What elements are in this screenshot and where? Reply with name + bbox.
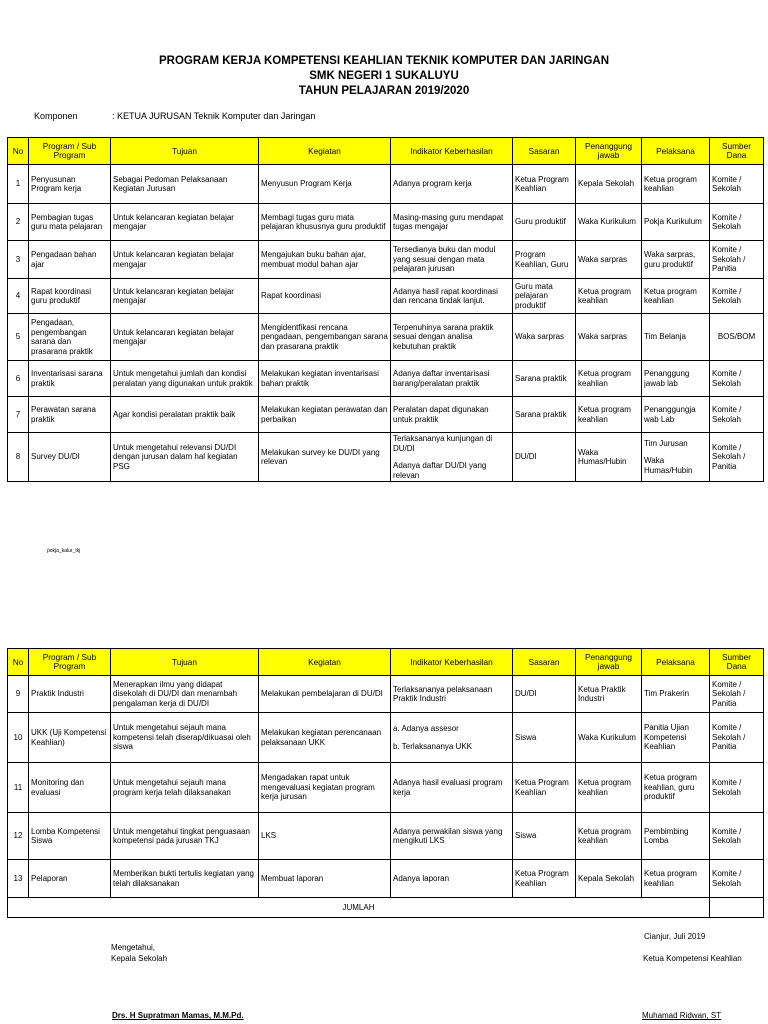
cell-program: Pengadaan bahan ajar <box>29 241 111 279</box>
jumlah-row <box>8 898 764 918</box>
cell-penanggung-jawab: Ketua program keahlian <box>576 763 642 813</box>
document-title <box>0 54 768 99</box>
cell-sumber-dana: Komite / Sekolah <box>710 279 764 314</box>
cell-penanggung-jawab: Waka Humas/Hubin <box>576 433 642 482</box>
col-header-kegiatan: Kegiatan <box>259 649 391 676</box>
cell-tujuan: Menerapkan ilmu yang didapat disekolah di DU/DI dan menambah pengalaman kerja di DU/DI <box>111 676 259 713</box>
cell-pelaksana <box>642 433 710 482</box>
table-row <box>8 279 764 314</box>
pokja-note: pokja_kalur_tkj <box>47 548 81 554</box>
cell-no: 11 <box>8 763 29 813</box>
cell-sasaran: Guru produktif <box>513 204 576 241</box>
cell-sumber-dana: Komite / Sekolah / Panitia <box>710 676 764 713</box>
table-row <box>8 433 764 482</box>
cell-program: Penyusunan Program kerja <box>29 165 111 204</box>
cell-sasaran: Sarana praktik <box>513 397 576 433</box>
cell-sumber-dana: BOS/BOM <box>710 314 764 361</box>
cell-indikator: Adanya laporan <box>391 860 513 898</box>
title-line-1: PROGRAM KERJA KOMPETENSI KEAHLIAN TEKNIK KOMPUTER DAN JARINGAN <box>158 55 609 67</box>
cell-penanggung-jawab: Waka sarpras <box>576 241 642 279</box>
cell-kegiatan: LKS <box>259 813 391 860</box>
jumlah-value <box>710 898 764 918</box>
cell-pelaksana: Tim Belanja <box>642 314 710 361</box>
cell-no: 7 <box>8 397 29 433</box>
cell-sasaran: Waka sarpras <box>513 314 576 361</box>
cell-kegiatan: Melakukan kegiatan perawatan dan perbaikan <box>259 397 391 433</box>
program-table-1 <box>7 137 764 482</box>
cell-tujuan: Untuk kelancaran kegiatan belajar mengajar <box>111 314 259 361</box>
cell-kegiatan: Melakukan pembelajaran di DU/DI <box>259 676 391 713</box>
cell-kegiatan: Menyusun Program Kerja <box>259 165 391 204</box>
cell-kegiatan: Rapat koordinasi <box>259 279 391 314</box>
cell-program: Pengadaan, pengembangan sarana dan prasarana praktik <box>29 314 111 361</box>
title-line-3: TAHUN PELAJARAN 2019/2020 <box>298 85 470 97</box>
program-table-2 <box>7 648 764 918</box>
cell-sasaran: Ketua Program Keahlian <box>513 763 576 813</box>
signature-left-line-1: Mengetahui, <box>111 943 156 952</box>
cell-program: Pelaporan <box>29 860 111 898</box>
cell-kegiatan: Melakukan kegiatan inventarisasi bahan praktik <box>259 361 391 397</box>
cell-tujuan: Untuk mengetahui sejauh mana kompetensi telah diserap/dikuasai oleh siswa <box>111 713 259 763</box>
cell-pelaksana: Ketua program keahlian <box>642 165 710 204</box>
col-header-no: No <box>8 649 29 676</box>
cell-tujuan: Untuk kelancaran kegiatan belajar mengajar <box>111 241 259 279</box>
cell-no: 10 <box>8 713 29 763</box>
cell-no: 1 <box>8 165 29 204</box>
cell-indikator: Adanya perwakilan siswa yang mengikuti LKS <box>391 813 513 860</box>
signature-right-title: Ketua Kompetensi Keahlian <box>643 954 742 963</box>
cell-tujuan: Untuk mengetahui sejauh mana program kerja telah dilaksanakan <box>111 763 259 813</box>
cell-sumber-dana: Komite / Sekolah <box>710 204 764 241</box>
cell-penanggung-jawab: Ketua Praktik Industri <box>576 676 642 713</box>
cell-kegiatan: Membagi tugas guru mata pelajaran khususnya guru produktif <box>259 204 391 241</box>
col-header-indikator: Indikator Keberhasilan <box>391 138 513 165</box>
cell-no: 8 <box>8 433 29 482</box>
cell-no: 3 <box>8 241 29 279</box>
cell-pelaksana: Pembimbing Lomba <box>642 813 710 860</box>
table-row <box>8 676 764 713</box>
cell-penanggung-jawab: Ketua program keahlian <box>576 813 642 860</box>
cell-no: 9 <box>8 676 29 713</box>
table-row <box>8 860 764 898</box>
cell-program: Pembagian tugas guru mata pelajaran <box>29 204 111 241</box>
cell-penanggung-jawab: Waka sarpras <box>576 314 642 361</box>
cell-sasaran: DU/DI <box>513 433 576 482</box>
indikator-line: Terlaksananya kunjungan di DU/DI <box>393 434 493 453</box>
cell-kegiatan: Melakukan survey ke DU/DI yang relevan <box>259 433 391 482</box>
cell-sasaran: Program Keahlian, Guru <box>513 241 576 279</box>
cell-sumber-dana: Komite / Sekolah <box>710 860 764 898</box>
komponen-value: : KETUA JURUSAN Teknik Komputer dan Jaringan <box>112 111 316 121</box>
col-header-sumber-dana: Sumber Dana <box>710 649 764 676</box>
table-row <box>8 241 764 279</box>
title-line-2: SMK NEGERI 1 SUKALUYU <box>309 70 459 82</box>
cell-sasaran: Ketua Program Keahlian <box>513 165 576 204</box>
indikator-line: b. Terlaksananya UKK <box>393 741 473 751</box>
cell-pelaksana: Tim Prakerin <box>642 676 710 713</box>
col-header-sasaran: Sasaran <box>513 138 576 165</box>
cell-sumber-dana: Komite / Sekolah <box>710 397 764 433</box>
signature-left-name: Drs. H Supratman Mamas, M.M.Pd. <box>112 1011 244 1020</box>
cell-sasaran: Siswa <box>513 713 576 763</box>
cell-tujuan: Untuk mengetahui relevansi DU/DI dengan jurusan dalam hal kegiatan PSG <box>111 433 259 482</box>
cell-tujuan: Untuk mengetahui jumlah dan kondisi peralatan yang digunakan untuk praktik <box>111 361 259 397</box>
cell-tujuan: Untuk kelancaran kegiatan belajar mengajar <box>111 204 259 241</box>
cell-pelaksana: Waka sarpras, guru produktif <box>642 241 710 279</box>
col-header-penanggung-jawab: Penanggung jawab <box>576 649 642 676</box>
cell-kegiatan: Mengajukan buku bahan ajar, membuat modul bahan ajar <box>259 241 391 279</box>
table-row <box>8 397 764 433</box>
cell-sasaran: DU/DI <box>513 676 576 713</box>
cell-penanggung-jawab: Waka Kurikulum <box>576 204 642 241</box>
pelaksana-line: Waka Humas/Hubin <box>644 456 693 475</box>
cell-sasaran: Ketua Program Keahlian <box>513 860 576 898</box>
table-row <box>8 204 764 241</box>
table-header-row <box>8 138 764 165</box>
indikator-line: Adanya daftar DU/DI yang relevan <box>393 461 487 480</box>
col-header-sasaran: Sasaran <box>513 649 576 676</box>
cell-penanggung-jawab: Ketua program keahlian <box>576 361 642 397</box>
table-row <box>8 165 764 204</box>
place-date: Cianjur, Juli 2019 <box>644 932 706 941</box>
cell-indikator: Adanya daftar inventarisasi barang/peralatan praktik <box>391 361 513 397</box>
cell-sasaran: Siswa <box>513 813 576 860</box>
cell-kegiatan: Mengadakan rapat untuk mengevaluasi kegiatan program kerja jurusan <box>259 763 391 813</box>
cell-no: 2 <box>8 204 29 241</box>
cell-sumber-dana: Komite / Sekolah / Panitia <box>710 713 764 763</box>
col-header-penanggung-jawab: Penanggung jawab <box>576 138 642 165</box>
cell-no: 13 <box>8 860 29 898</box>
cell-program: UKK (Uji Kompetensi Keahlian) <box>29 713 111 763</box>
cell-program: Inventarisasi sarana praktik <box>29 361 111 397</box>
komponen-row <box>34 111 316 121</box>
cell-tujuan: Agar kondisi peralatan praktik baik <box>111 397 259 433</box>
cell-pelaksana: Penanggung jawab lab <box>642 361 710 397</box>
table-row <box>8 763 764 813</box>
table-header-row <box>8 649 764 676</box>
cell-pelaksana: Ketua program keahlian <box>642 279 710 314</box>
cell-sumber-dana: Komite / Sekolah / Panitia <box>710 241 764 279</box>
cell-kegiatan: Melakukan kegiatan perencanaan pelaksanaan UKK <box>259 713 391 763</box>
cell-sumber-dana: Komite / Sekolah <box>710 763 764 813</box>
cell-sumber-dana: Komite / Sekolah <box>710 361 764 397</box>
col-header-pelaksana: Pelaksana <box>642 649 710 676</box>
cell-indikator: Masing-masing guru mendapat tugas mengajar <box>391 204 513 241</box>
cell-no: 6 <box>8 361 29 397</box>
cell-sasaran: Sarana praktik <box>513 361 576 397</box>
cell-pelaksana: Penanggungja wab Lab <box>642 397 710 433</box>
cell-pelaksana: Ketua program keahlian, guru produktif <box>642 763 710 813</box>
cell-penanggung-jawab: Waka Kurikulum <box>576 713 642 763</box>
col-header-kegiatan: Kegiatan <box>259 138 391 165</box>
cell-indikator: Terlaksananya pelaksanaan Praktik Industri <box>391 676 513 713</box>
cell-indikator <box>391 433 513 482</box>
cell-indikator: Adanya hasil evaluasi program kerja <box>391 763 513 813</box>
cell-indikator: Adanya hasil rapat koordinasi dan rencana tindak lanjut. <box>391 279 513 314</box>
cell-indikator: Adanya program kerja <box>391 165 513 204</box>
col-header-pelaksana: Pelaksana <box>642 138 710 165</box>
cell-tujuan: Sebagai Pedoman Pelaksanaan Kegiatan Jurusan <box>111 165 259 204</box>
cell-tujuan: Untuk mengetahui tingkat penguasaan kompetensi pada jurusan TKJ <box>111 813 259 860</box>
cell-pelaksana: Panitia Ujian Kompetensi Keahlian <box>642 713 710 763</box>
cell-kegiatan: Mengidentfikasi rencana pengadaan, pengembangan sarana dan prasarana praktik <box>259 314 391 361</box>
col-header-program: Program / Sub Program <box>29 138 111 165</box>
cell-no: 4 <box>8 279 29 314</box>
cell-program: Praktik Industri <box>29 676 111 713</box>
cell-indikator: Peralatan dapat digunakan untuk praktik <box>391 397 513 433</box>
cell-pelaksana: Pokja Kurikulum <box>642 204 710 241</box>
col-header-program: Program / Sub Program <box>29 649 111 676</box>
cell-program: Survey DU/DI <box>29 433 111 482</box>
cell-penanggung-jawab: Ketua program keahlian <box>576 279 642 314</box>
table-row <box>8 361 764 397</box>
cell-indikator: Tersedianya buku dan modul yang sesuai dengan mata pelajaran jurusan <box>391 241 513 279</box>
col-header-indikator: Indikator Keberhasilan <box>391 649 513 676</box>
signature-right-name: Muhamad Ridwan, ST <box>642 1011 722 1020</box>
indikator-line: a. Adanya assesor <box>393 724 459 733</box>
cell-no: 12 <box>8 813 29 860</box>
pelaksana-line: Tim Jurusan <box>644 438 688 448</box>
cell-indikator <box>391 713 513 763</box>
cell-indikator: Terpenuhinya sarana praktik sesuai dengan analisa kebutuhan praktik <box>391 314 513 361</box>
cell-sumber-dana: Komite / Sekolah <box>710 165 764 204</box>
cell-program: Lomba Kompetensi Siswa <box>29 813 111 860</box>
cell-sumber-dana: Komite / Sekolah / Panitia <box>710 433 764 482</box>
cell-pelaksana: Ketua program keahlian <box>642 860 710 898</box>
cell-tujuan: Memberikan bukti tertulis kegiatan yang telah dilaksanakan <box>111 860 259 898</box>
cell-sasaran: Guru mata pelajaran produktif <box>513 279 576 314</box>
signature-left-line-2: Kepala Sekolah <box>111 954 168 963</box>
col-header-tujuan: Tujuan <box>111 649 259 676</box>
col-header-sumber-dana: Sumber Dana <box>710 138 764 165</box>
table-row <box>8 813 764 860</box>
cell-program: Monitoring dan evaluasi <box>29 763 111 813</box>
cell-program: Rapat koordinasi guru produktif <box>29 279 111 314</box>
komponen-label: Komponen <box>34 111 78 121</box>
cell-no: 5 <box>8 314 29 361</box>
col-header-no: No <box>8 138 29 165</box>
cell-penanggung-jawab: Kepala Sekolah <box>576 165 642 204</box>
jumlah-label: JUMLAH <box>8 898 710 918</box>
cell-kegiatan: Membuat laporan <box>259 860 391 898</box>
cell-penanggung-jawab: Kepala Sekolah <box>576 860 642 898</box>
table-row <box>8 713 764 763</box>
cell-program: Perawatan sarana praktik <box>29 397 111 433</box>
signature-left <box>111 942 167 964</box>
table-row <box>8 314 764 361</box>
col-header-tujuan: Tujuan <box>111 138 259 165</box>
cell-sumber-dana: Komite / Sekolah <box>710 813 764 860</box>
cell-tujuan: Untuk kelancaran kegiatan belajar mengajar <box>111 279 259 314</box>
cell-penanggung-jawab: Ketua program keahlian <box>576 397 642 433</box>
